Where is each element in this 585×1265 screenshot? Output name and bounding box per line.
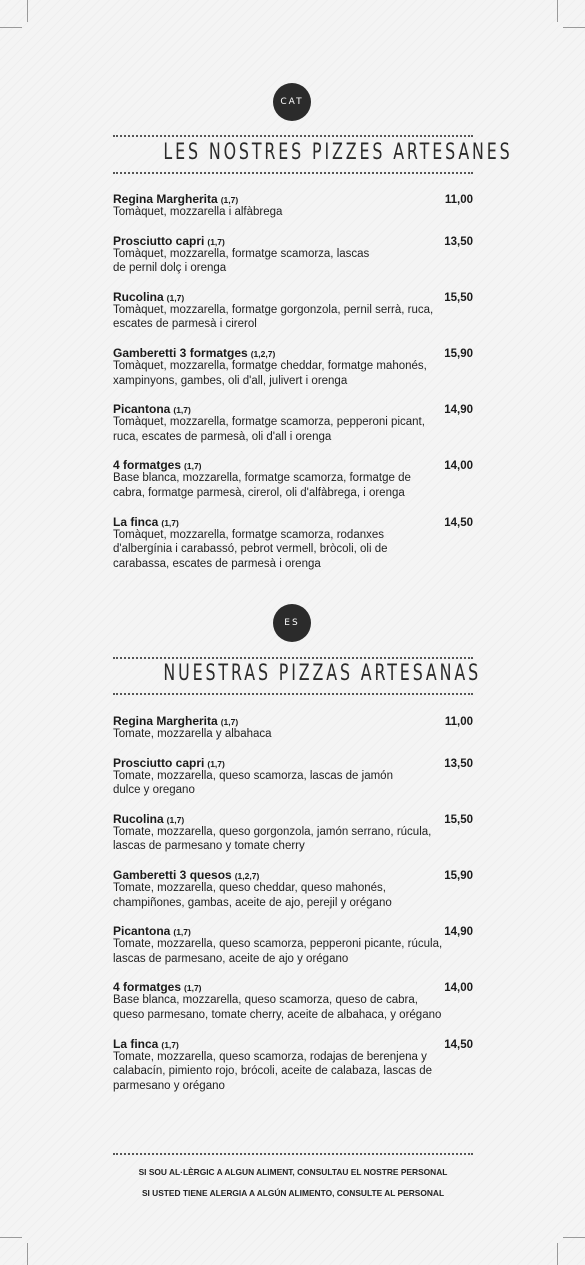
menu-list-es [113, 712, 473, 1093]
item-name: 4 formatges [113, 458, 182, 473]
crop-mark [0, 27, 22, 28]
item-description: Tomàquet, mozzarella, formatge scamorza, rodanxes d'albergínia i carabassó, pebrot vermell, bròcoli, oli de carabassa, escates de parmesà i orenga [113, 528, 388, 570]
menu-item [113, 866, 473, 910]
item-allergens: (1,7) [173, 405, 191, 416]
item-allergens: (1,7) [207, 236, 225, 247]
item-price: 15,90 [444, 347, 473, 360]
item-allergens: (1,7) [207, 758, 225, 769]
item-allergens: (1,7) [161, 517, 179, 528]
menu-item [113, 810, 473, 854]
item-description: Tomate, mozzarella, queso scamorza, lascas de jamón dulce y oregano [113, 769, 393, 797]
menu-item [113, 1035, 473, 1094]
item-name: Gamberetti 3 quesos [113, 867, 232, 882]
item-allergens: (1,7) [161, 1039, 179, 1050]
allergy-notice-ca: SI SOU AL·LÈRGIC A ALGUN ALIMENT, CONSULTAU EL NOSTRE PERSONAL [138, 1167, 448, 1177]
menu-item [113, 190, 473, 220]
item-description: Tomàquet, mozzarella, formatge gorgonzola, pernil serrà, ruca, escates de parmesà i cirerol [113, 303, 434, 331]
item-allergens: (1,7) [184, 461, 202, 472]
item-price: 15,90 [444, 869, 473, 882]
menu-item [113, 978, 473, 1022]
menu-item [113, 754, 473, 798]
item-price: 13,50 [444, 757, 473, 770]
dotted-divider [113, 693, 473, 695]
item-price: 14,00 [444, 982, 473, 995]
menu-item [113, 344, 473, 388]
crop-mark [563, 27, 585, 28]
crop-mark [557, 1243, 558, 1265]
item-allergens: (1,2,7) [250, 348, 276, 359]
item-name: Gamberetti 3 formatges [113, 345, 248, 360]
crop-mark [27, 0, 28, 22]
language-badge-es: ES [273, 604, 311, 642]
item-description: Tomate, mozzarella, queso scamorza, rodajas de berenjena y calabacín, pimiento rojo, brócoli, aceite de calabaza, lascas de parmesano y orégano [113, 1050, 432, 1092]
item-price: 14,90 [444, 404, 473, 417]
crop-mark [0, 1237, 22, 1238]
item-name: La finca [113, 514, 159, 529]
item-description: Tomàquet, mozzarella, formatge scamorza, pepperoni picant, ruca, escates de parmesà, oli d'all i orenga [113, 416, 425, 443]
dotted-divider [113, 1153, 473, 1155]
item-name: Picantona [113, 402, 171, 417]
item-price: 14,00 [444, 460, 473, 473]
item-name: La finca [113, 1036, 159, 1051]
item-price: 13,50 [444, 235, 473, 248]
dotted-divider [113, 657, 473, 659]
section-title-es: NUESTRAS PIZZAS ARTESANAS [163, 661, 482, 686]
crop-mark [557, 0, 558, 22]
item-name: Prosciutto capri [113, 233, 205, 248]
crop-mark [27, 1243, 28, 1265]
item-description: Tomate, mozzarella, queso scamorza, pepperoni picante, rúcula, lascas de parmesano, aceite de ajo y orégano [113, 938, 443, 965]
item-price: 15,50 [444, 291, 473, 304]
menu-item [113, 232, 473, 276]
item-name: Rucolina [113, 289, 164, 304]
item-price: 14,90 [444, 926, 473, 939]
menu-list-cat [113, 190, 473, 571]
item-price: 15,50 [444, 813, 473, 826]
section-title-cat: LES NOSTRES PIZZES ARTESANES [163, 140, 513, 165]
dotted-divider [113, 135, 473, 137]
item-description: Tomate, mozzarella, queso cheddar, queso mahonés, champiñones, gambas, aceite de ajo, perejil y orégano [113, 881, 392, 909]
item-description: Tomàquet, mozzarella, formatge scamorza, lascas de pernil dolç i orenga [113, 247, 370, 275]
item-allergens: (1,7) [220, 717, 239, 727]
item-description: Tomate, mozzarella, queso gorgonzola, jamón serrano, rúcula, lascas de parmesano y tomate cherry [113, 825, 432, 853]
item-name: Picantona [113, 924, 171, 939]
menu-item [113, 288, 473, 332]
item-description: Tomàquet, mozzarella, formatge cheddar, formatge mahonés, xampinyons, gambes, oli d'all, julivert i orenga [113, 359, 427, 387]
item-name: Rucolina [113, 811, 164, 826]
item-price: 11,00 [444, 716, 473, 728]
item-description: Base blanca, mozzarella, queso scamorza, queso de cabra, queso parmesano, tomate cherry, aceite de albahaca, y orégano [113, 994, 442, 1021]
allergy-notice-es: SI USTED TIENE ALERGIA A ALGÚN ALIMENTO, CONSULTE AL PERSONAL [141, 1188, 445, 1198]
item-price: 14,50 [444, 1038, 473, 1051]
item-price: 11,00 [444, 194, 473, 206]
item-allergens: (1,7) [184, 983, 202, 994]
menu-item [113, 712, 473, 742]
item-allergens: (1,7) [166, 292, 185, 303]
item-description: Tomate, mozzarella y albahaca [113, 728, 272, 740]
language-badge-cat: CAT [273, 83, 311, 121]
item-name: Regina Margherita [113, 714, 218, 728]
item-allergens: (1,2,7) [234, 870, 260, 881]
menu-item [113, 400, 473, 444]
item-allergens: (1,7) [166, 814, 185, 825]
item-allergens: (1,7) [173, 927, 191, 938]
menu-item [113, 922, 473, 966]
item-price: 14,50 [444, 516, 473, 529]
item-description: Tomàquet, mozzarella i alfàbrega [113, 206, 283, 218]
item-name: 4 formatges [113, 980, 182, 995]
item-name: Prosciutto capri [113, 755, 205, 770]
crop-mark [563, 1237, 585, 1238]
item-allergens: (1,7) [220, 195, 239, 205]
dotted-divider [113, 172, 473, 174]
menu-item [113, 456, 473, 500]
item-name: Regina Margherita [113, 192, 218, 206]
menu-item [113, 513, 473, 572]
item-description: Base blanca, mozzarella, formatge scamorza, formatge de cabra, formatge parmesà, cirerol, oli d'alfàbrega, i orenga [113, 472, 411, 499]
